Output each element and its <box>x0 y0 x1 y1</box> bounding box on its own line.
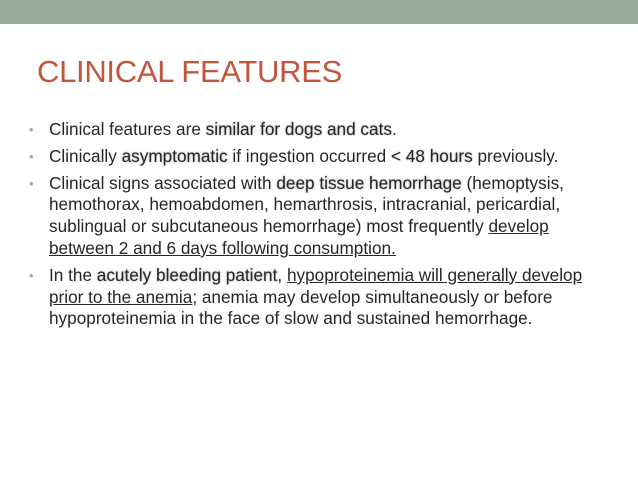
bullet-item <box>27 119 612 141</box>
highlighted-phrase: < 48 hours <box>391 145 473 166</box>
highlighted-phrase: asymptomatic <box>121 145 228 166</box>
bullet-dot-icon: • <box>29 148 34 164</box>
bullet-text: ; anemia may develop simultaneously or before hypoproteinemia in the face of slow and sustained hemorrhage. <box>49 286 553 329</box>
bullet-text: (hemoptysis, hemothorax, hemoabdomen, hemarthrosis, intracranial, pericardial, sublingual or subcutaneous hemorrhage) most frequently <box>49 172 564 237</box>
bullet-text: , <box>277 264 287 285</box>
highlighted-phrase: acutely bleeding patient <box>96 264 278 285</box>
bullet-text: if ingestion occurred <box>227 145 391 166</box>
bullet-dot-icon: • <box>29 175 34 191</box>
bullet-text: In the <box>49 264 97 285</box>
highlighted-phrase: deep tissue hemorrhage <box>276 172 462 193</box>
bullet-dot-icon: • <box>29 267 34 283</box>
bullet-text: . <box>391 119 397 139</box>
bullet-list <box>27 119 612 335</box>
bullet-text: Clinical features are <box>49 119 206 139</box>
top-accent-bar <box>0 0 638 24</box>
bullet-dot-icon: • <box>29 122 34 137</box>
underlined-phrase: develop between 2 and 6 days following consumption. <box>49 216 549 258</box>
bullet-text: Clinical signs associated with <box>49 172 277 193</box>
highlighted-phrase: similar for dogs and cats <box>205 119 392 139</box>
slide-title: CLINICAL FEATURES <box>37 54 342 89</box>
bullet-item <box>27 146 612 168</box>
bullet-text: Clinically <box>49 145 122 166</box>
bullet-item <box>27 173 612 260</box>
bullet-item <box>27 265 612 330</box>
underlined-phrase: hypoproteinemia will generally develop prior to the anemia <box>49 264 583 307</box>
bullet-text: previously. <box>472 145 559 166</box>
